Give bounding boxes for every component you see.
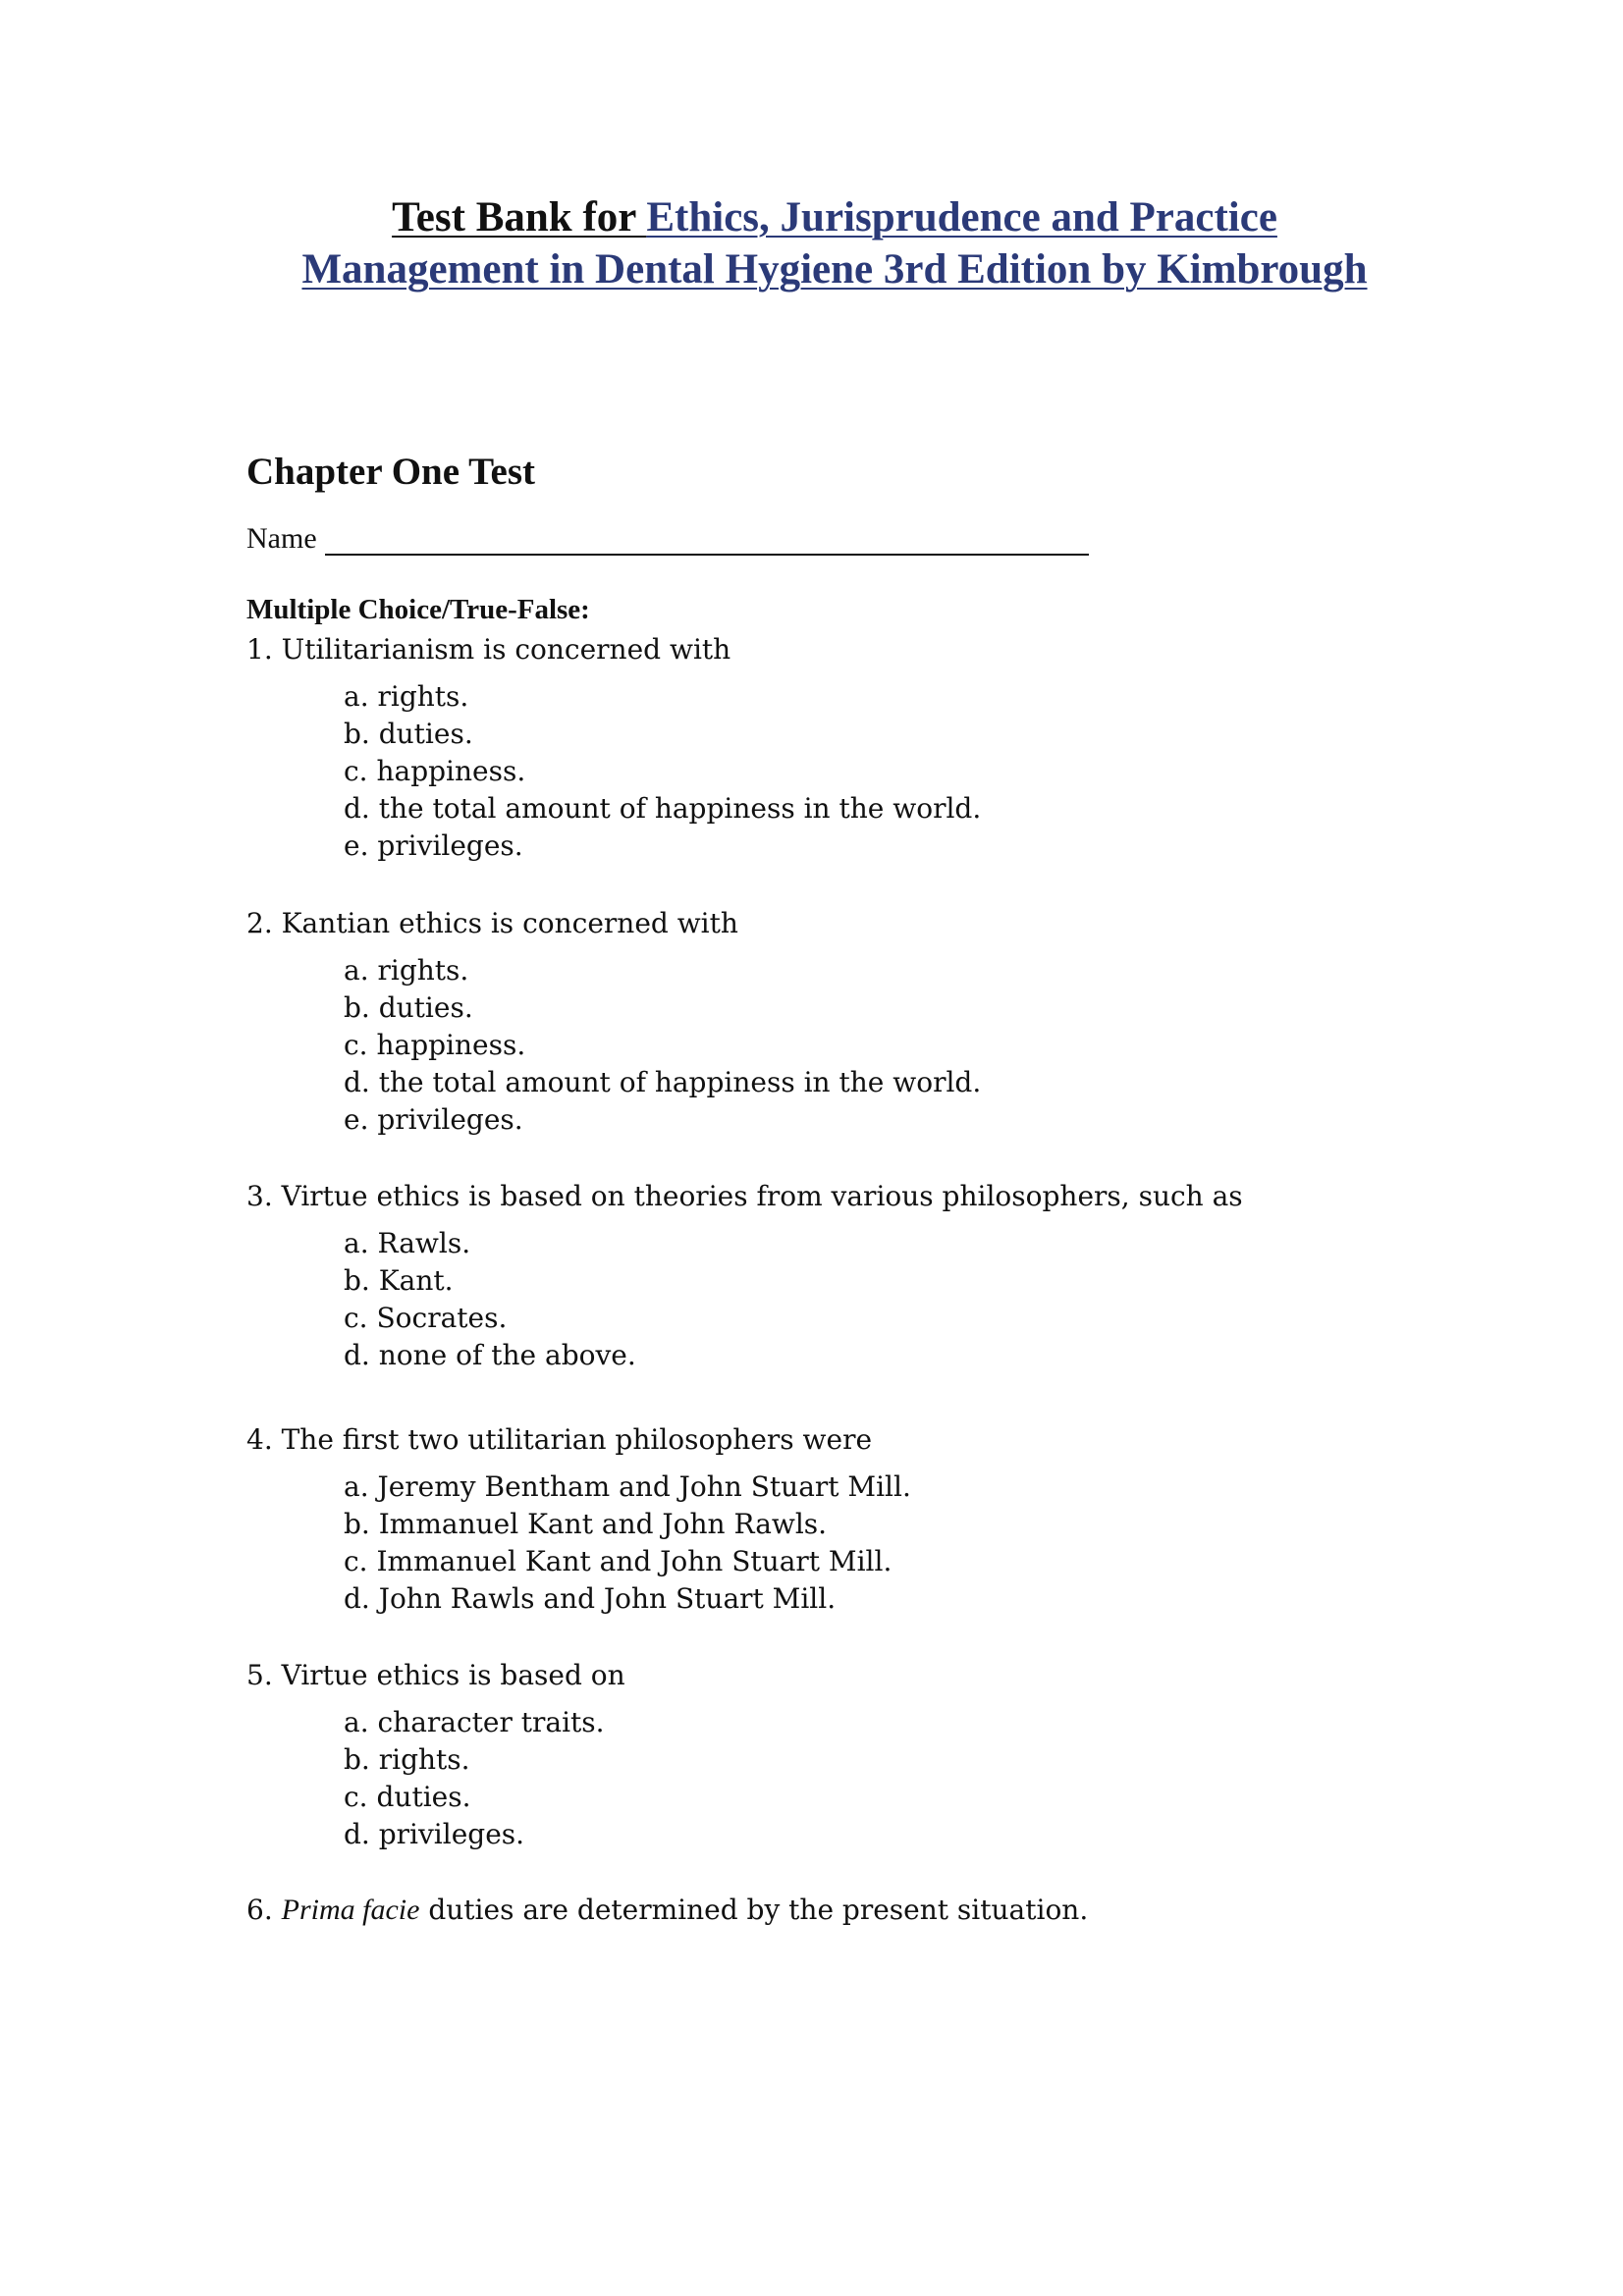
answer-options bbox=[344, 952, 981, 1139]
answer-option[interactable]: b. Kant. bbox=[344, 1264, 454, 1297]
answer-option[interactable]: d. the total amount of happiness in the world. bbox=[344, 1066, 982, 1098]
title-line-2 bbox=[196, 243, 1473, 295]
answer-option[interactable]: a. Rawls. bbox=[344, 1227, 471, 1259]
answer-option[interactable]: c. duties. bbox=[344, 1781, 471, 1813]
answer-options bbox=[344, 1468, 911, 1618]
question-3 bbox=[246, 1178, 1243, 1374]
answer-option[interactable]: a. rights. bbox=[344, 954, 469, 987]
question-6 bbox=[246, 1892, 1088, 1929]
document-title bbox=[196, 191, 1473, 295]
answer-options bbox=[344, 1225, 1243, 1374]
name-input-line[interactable] bbox=[325, 520, 1089, 556]
latin-term: Prima facie bbox=[281, 1894, 420, 1926]
answer-option[interactable]: d. privileges. bbox=[344, 1818, 525, 1850]
question-stem: 3. Virtue ethics is based on theories from various philosophers, such as bbox=[246, 1180, 1243, 1212]
answer-option[interactable]: c. Socrates. bbox=[344, 1302, 508, 1334]
question-number: 6. bbox=[246, 1894, 282, 1926]
answer-option[interactable]: b. duties. bbox=[344, 991, 473, 1024]
answer-option[interactable]: b. rights. bbox=[344, 1743, 470, 1776]
question-stem: 1. Utilitarianism is concerned with bbox=[246, 633, 731, 666]
answer-option[interactable]: d. John Rawls and John Stuart Mill. bbox=[344, 1582, 837, 1615]
answer-option[interactable]: a. Jeremy Bentham and John Stuart Mill. bbox=[344, 1470, 911, 1503]
answer-option[interactable]: e. privileges. bbox=[344, 1103, 523, 1136]
question-stem: 5. Virtue ethics is based on bbox=[246, 1659, 625, 1691]
name-field-row bbox=[246, 520, 1089, 556]
answer-option[interactable]: c. happiness. bbox=[344, 1029, 526, 1061]
answer-option[interactable]: b. Immanuel Kant and John Rawls. bbox=[344, 1508, 828, 1540]
answer-option[interactable]: a. rights. bbox=[344, 680, 469, 713]
title-prefix: Test Bank for bbox=[392, 194, 647, 240]
answer-option[interactable]: c. Immanuel Kant and John Stuart Mill. bbox=[344, 1545, 893, 1577]
title-link-part-1[interactable]: Ethics, Jurisprudence and Practice bbox=[646, 194, 1277, 240]
question-stem: 2. Kantian ethics is concerned with bbox=[246, 907, 738, 939]
question-stem bbox=[246, 1892, 1088, 1929]
question-5 bbox=[246, 1657, 625, 1853]
answer-options bbox=[344, 1704, 625, 1853]
answer-option[interactable]: e. privileges. bbox=[344, 829, 523, 862]
answer-option[interactable]: d. none of the above. bbox=[344, 1339, 636, 1371]
question-4 bbox=[246, 1421, 911, 1618]
answer-option[interactable]: a. character traits. bbox=[344, 1706, 605, 1738]
title-line-1 bbox=[196, 191, 1473, 243]
name-label: Name bbox=[246, 522, 317, 555]
answer-option[interactable]: d. the total amount of happiness in the world. bbox=[344, 792, 982, 825]
section-heading: Multiple Choice/True-False: bbox=[246, 594, 590, 625]
answer-option[interactable]: b. duties. bbox=[344, 718, 473, 750]
question-2 bbox=[246, 905, 981, 1139]
question-text: duties are determined by the present situation. bbox=[419, 1894, 1089, 1926]
question-stem: 4. The first two utilitarian philosophers were bbox=[246, 1423, 873, 1456]
title-link-part-2[interactable]: Management in Dental Hygiene 3rd Edition by Kimbrough bbox=[301, 246, 1368, 293]
answer-option[interactable]: c. happiness. bbox=[344, 755, 526, 787]
answer-options bbox=[344, 678, 981, 865]
question-1 bbox=[246, 631, 981, 865]
chapter-heading: Chapter One Test bbox=[246, 451, 535, 493]
